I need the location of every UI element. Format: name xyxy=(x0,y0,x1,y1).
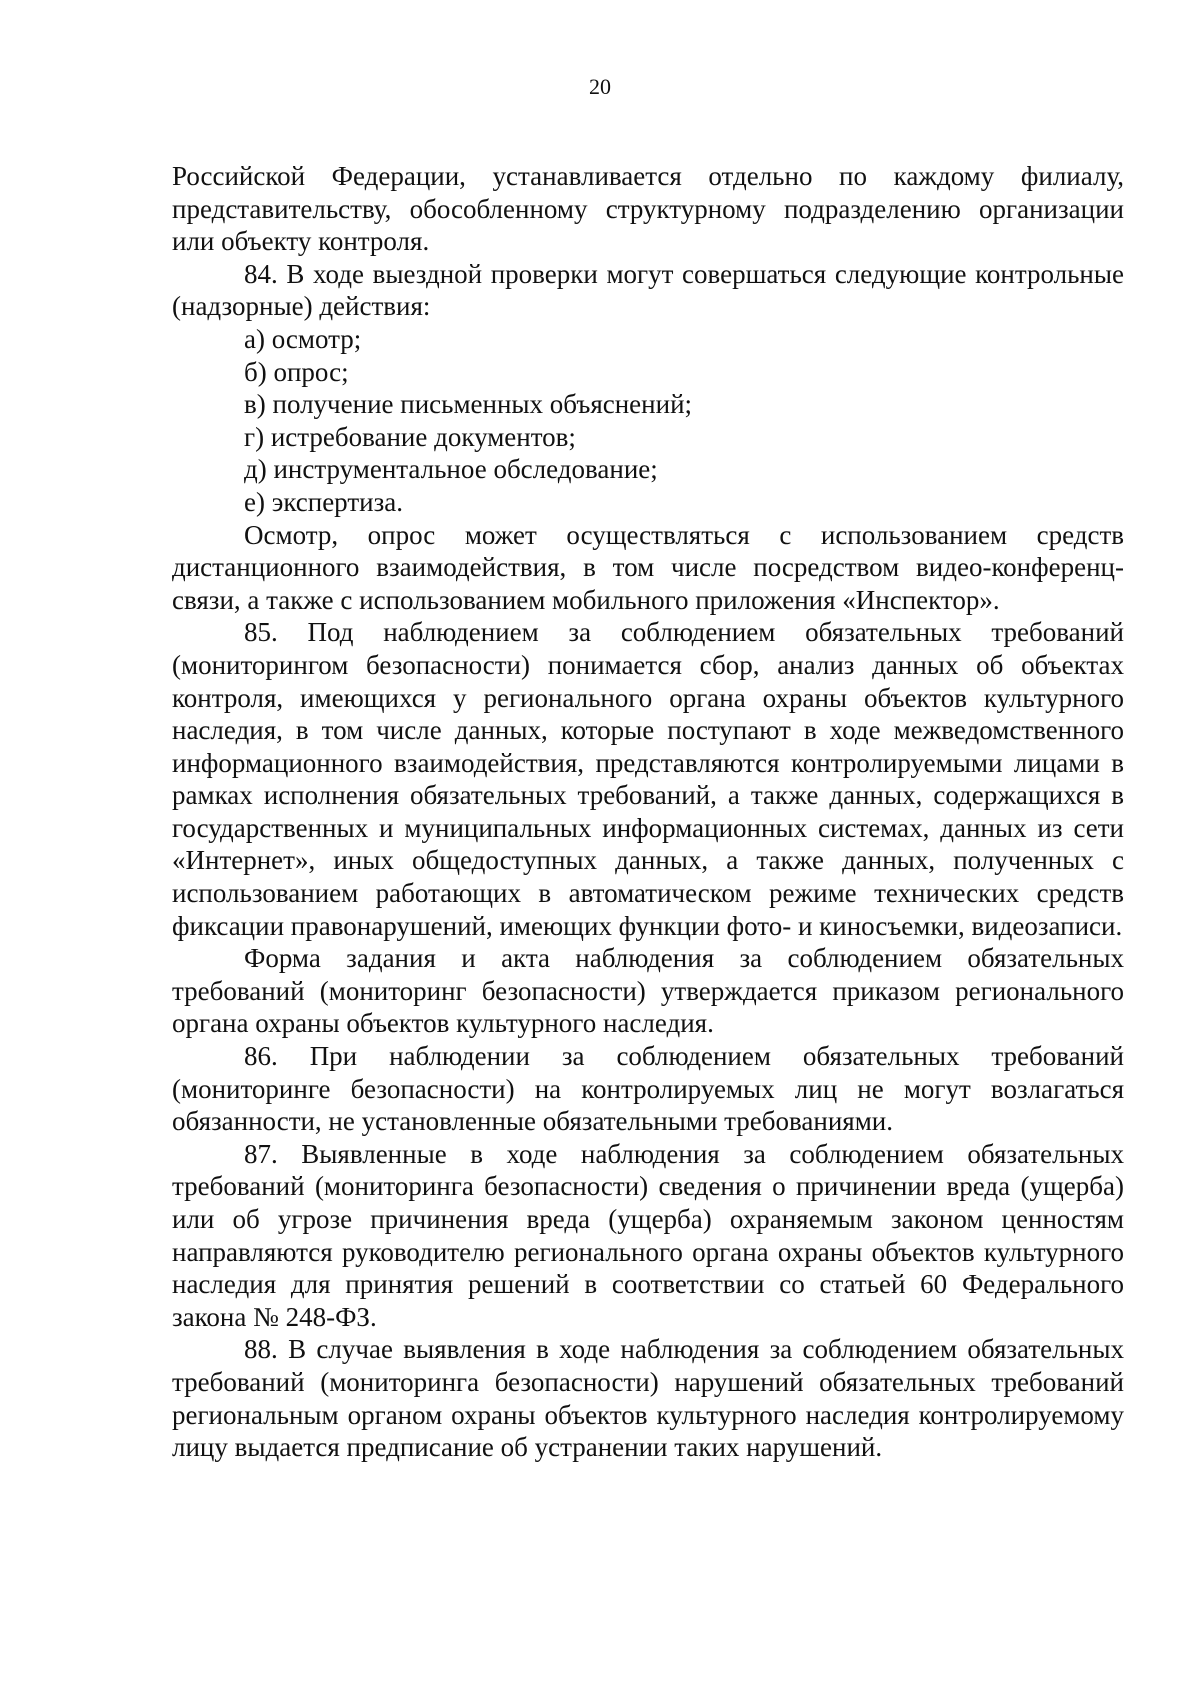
list-item-e: е) экспертиза. xyxy=(244,486,403,517)
list-item-d: д) инструментальное обследование; xyxy=(244,454,658,485)
list-item-b: б) опрос; xyxy=(244,356,349,387)
page-number: 20 xyxy=(589,74,611,99)
list-item-g: г) истребование документов; xyxy=(244,421,576,452)
paragraph-form-note: Форма задания и акта наблюдения за соблюдением обязательных требований (мониторинг безопасности) утверждается приказом регионального органа охраны объектов культурного наследия. xyxy=(172,943,1124,1039)
paragraph-87: 87. Выявленные в ходе наблюдения за соблюдением обязательных требований (мониторинга безопасности) сведения о причинении вреда (ущерба) или об угрозе причинения вреда (ущерба) охраняемым законом ценностям направляются руководителю регионального органа охраны объектов культурного наследия для принятия решений в соответствии со статьей 60 Федерального закона № 248-ФЗ. xyxy=(172,1138,1124,1332)
paragraph-88: 88. В случае выявления в ходе наблюдения за соблюдением обязательных требований (мониторинга безопасности) нарушений обязательных требований региональным органом охраны объектов культурного наследия контролируемому лицу выдается предписание об устранении таких нарушений. xyxy=(172,1334,1124,1463)
paragraph-85: 85. Под наблюдением за соблюдением обязательных требований (мониторингом безопасности) понимается сбор, анализ данных об объектах контроля, имеющихся у регионального органа охраны объектов культурного наследия, в том числе данных, которые поступают в ходе межведомственного информационного взаимодействия, представляются контролируемыми лицами в рамках исполнения обязательных требований, а также данных, содержащихся в государственных и муниципальных информационных системах, данных из сети «Интернет», иных общедоступных данных, а также данных, полученных с использованием работающих в автоматическом режиме технических средств фиксации правонарушений, имеющих функции фото- и киносъемки, видеозаписи. xyxy=(172,617,1124,941)
paragraph-continuation: Российской Федерации, устанавливается отдельно по каждому филиалу, представительству, обособленному структурному подразделению организации или объекту контроля. xyxy=(172,161,1124,257)
list-item-a: а) осмотр; xyxy=(244,323,362,354)
paragraph-86: 86. При наблюдении за соблюдением обязательных требований (мониторинге безопасности) на контролируемых лиц не могут возлагаться обязанности, не установленные обязательными требованиями. xyxy=(172,1041,1124,1137)
paragraph-84: 84. В ходе выездной проверки могут совершаться следующие контрольные (надзорные) действия: xyxy=(172,258,1124,322)
list-item-v: в) получение письменных объяснений; xyxy=(244,389,693,420)
paragraph-inspection-note: Осмотр, опрос может осуществляться с использованием средств дистанционного взаимодействия, в том числе посредством видео-конференц-связи, а также с использованием мобильного приложения «Инспектор». xyxy=(172,519,1124,615)
document-body xyxy=(172,160,1124,1464)
